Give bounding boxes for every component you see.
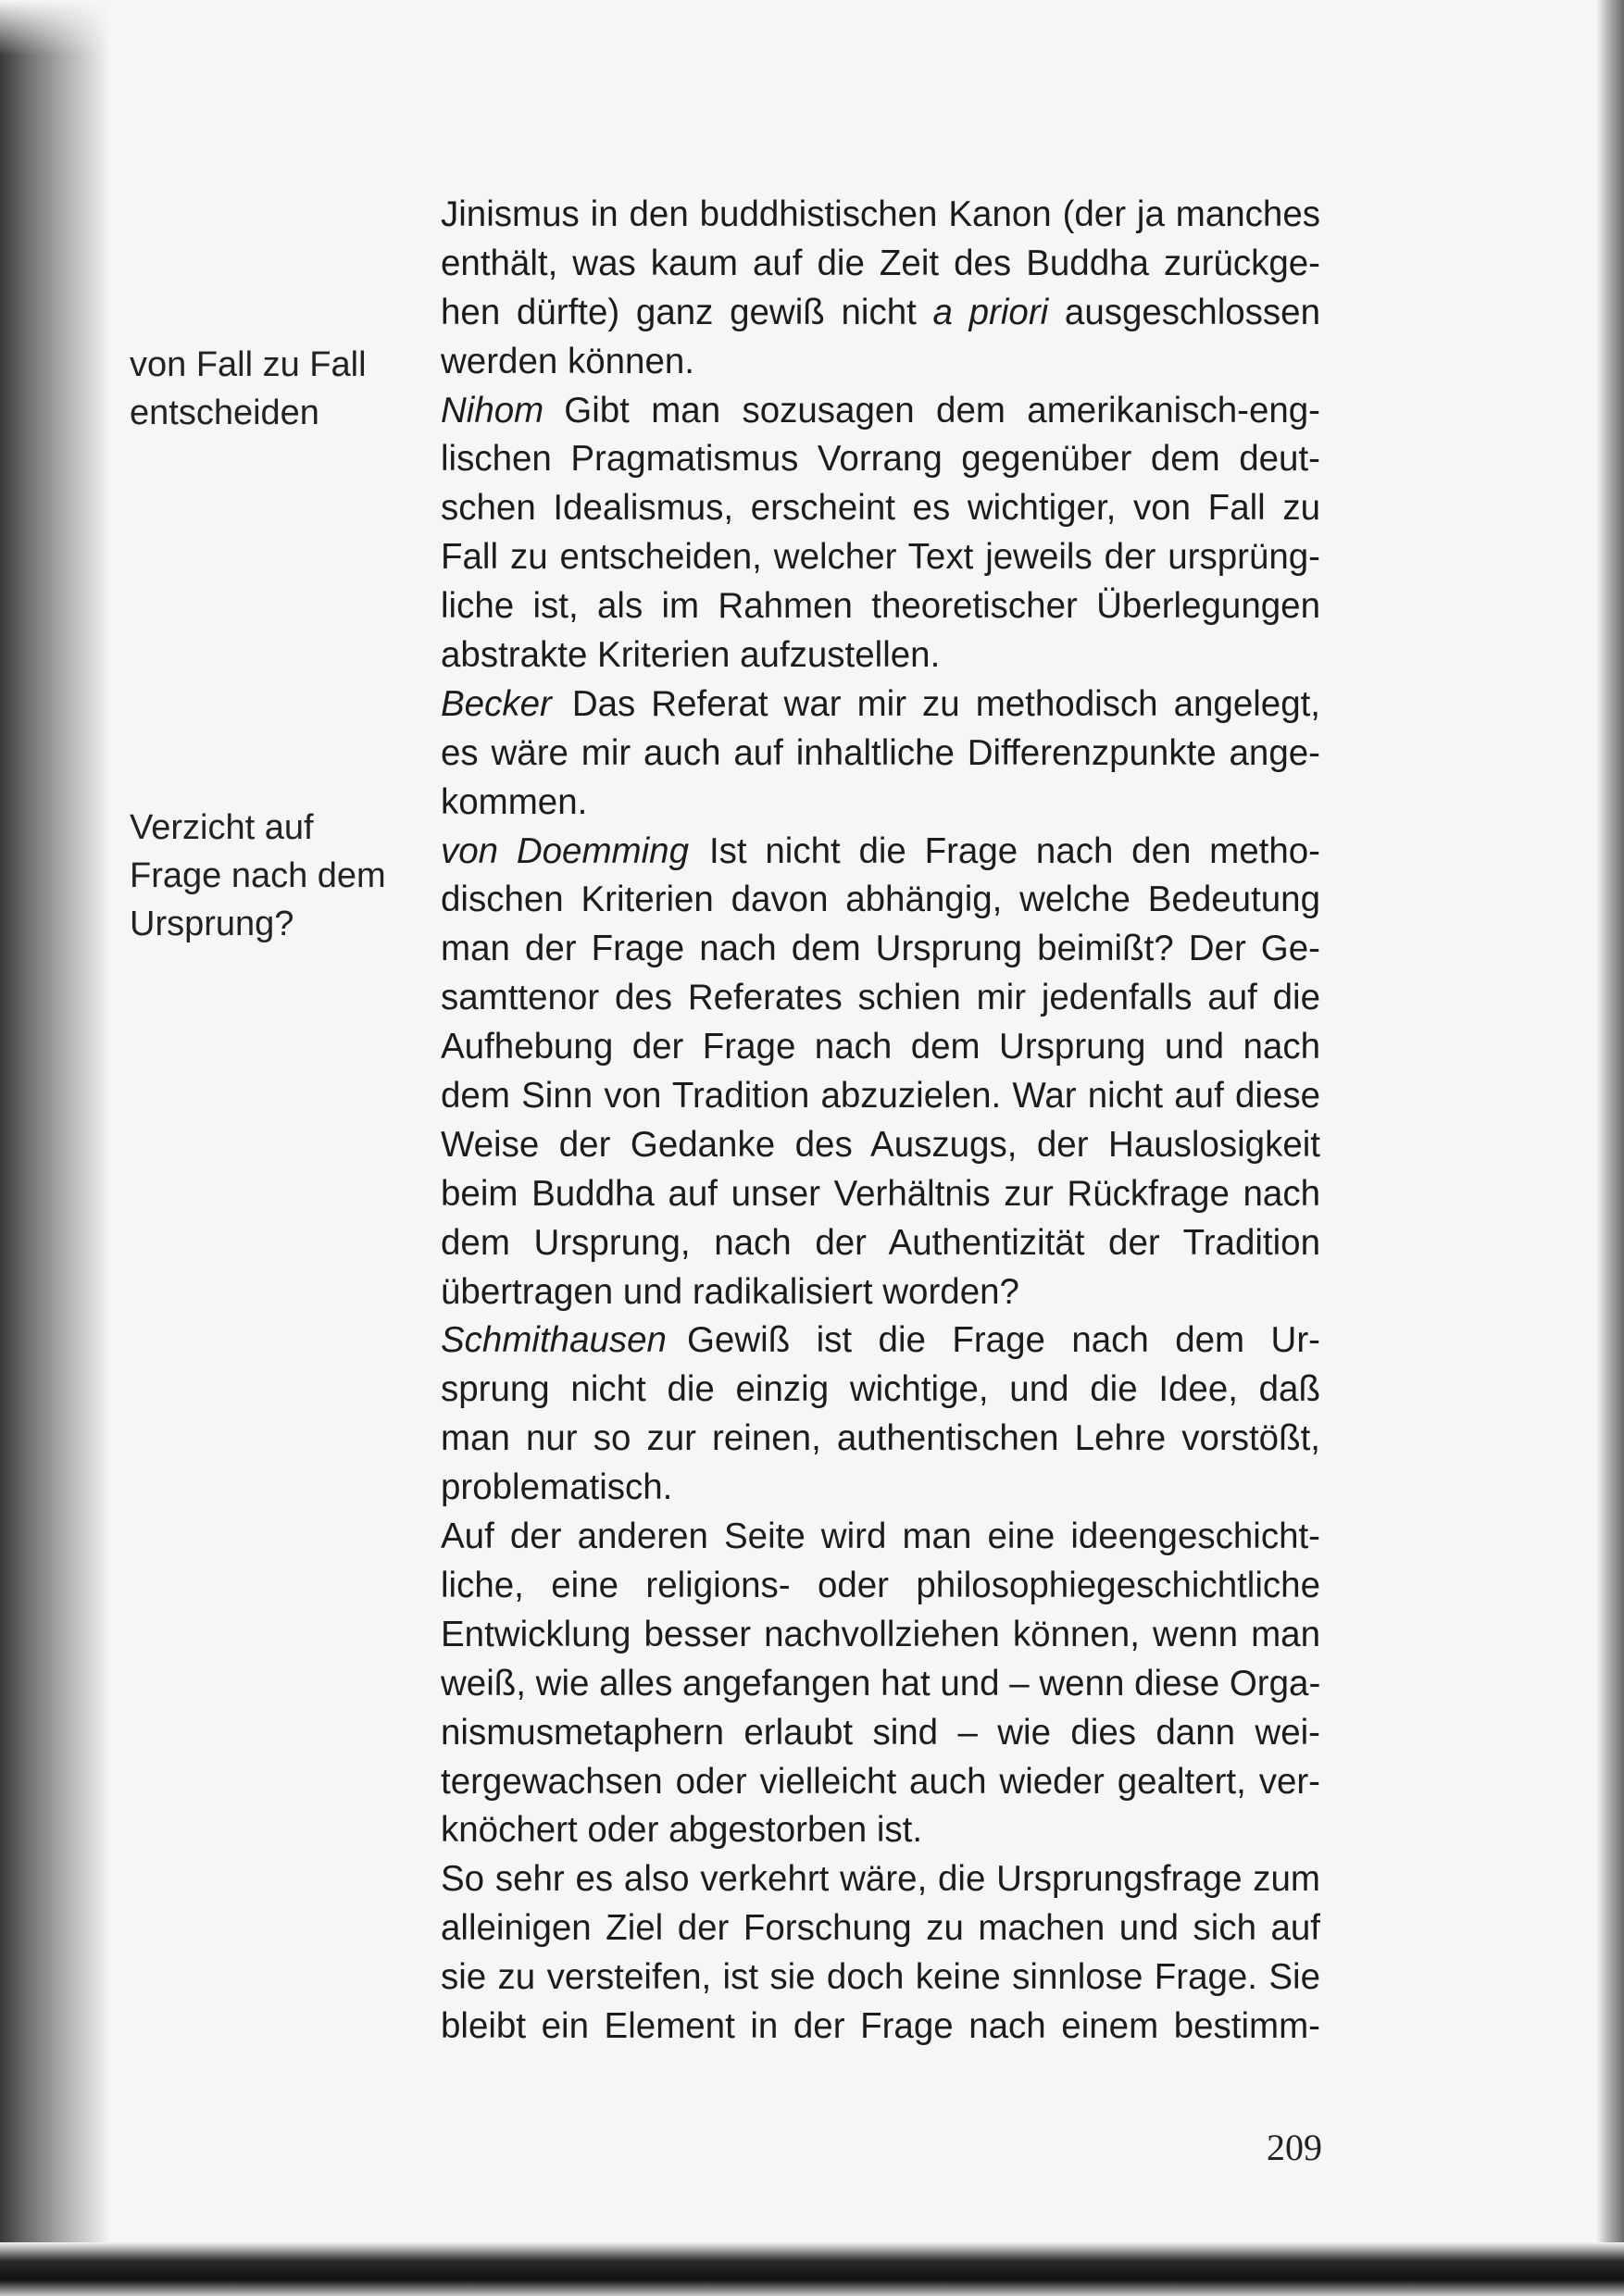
speaker-text: Ist nicht die Frage nach den metho- [708,830,1320,871]
text-line: abstrakte Kriterien aufzustellen. [441,635,941,676]
speaker-name: Schmithausen [441,1320,667,1361]
book-gutter-shadow [0,0,111,2296]
text-line: sprung nicht die einzig wichtige, und die Idee, daß [441,1369,1320,1410]
text-line [441,828,1320,877]
margin-note-ursprung [130,804,407,948]
text-line: Entwicklung besser nachvollziehen können, wenn man [441,1614,1320,1654]
scan-bottom-band [0,2242,1624,2296]
text-line: Auf der anderen Seite wird man eine ideengeschicht- [441,1516,1320,1557]
text-line: nismusmetaphern erlaubt sind – wie dies dann wei- [441,1712,1320,1753]
text-line: schen Idealismus, erscheint es wichtiger, von Fall zu [441,488,1320,529]
text-line: liche ist, als im Rahmen theoretischer Überlegungen [441,586,1320,627]
text-line: werden können. [441,341,694,381]
margin-note-line: von Fall zu Fall [130,345,367,384]
gutter-top-fade [0,0,111,56]
page-number: 209 [1267,2127,1322,2168]
text-line: Jinismus in den buddhistischen Kanon (der ja manches [441,194,1320,234]
margin-note-line: Ursprung? [130,905,294,943]
text-line: weiß, wie alles angefangen hat und – wenn diese Orga- [441,1663,1321,1703]
text-line: dischen Kriterien davon abhängig, welche Bedeutung [441,880,1320,920]
text-line: man der Frage nach dem Ursprung beimißt? Der Ge- [441,929,1320,969]
speaker-text: Gibt man sozusagen dem amerikanisch-eng- [564,390,1320,430]
text-line: kommen. [441,781,588,822]
margin-note-line: Frage nach dem [130,856,386,895]
margin-note-fall [130,341,407,437]
margin-note-line: entscheiden [130,393,319,432]
text-line: samttenor des Referates schien mir jedenfalls auf die [441,978,1320,1018]
text-line: Aufhebung der Frage nach dem Ursprung und nach [441,1027,1320,1067]
text-line: dem Sinn von Tradition abzuzielen. War nicht auf diese [441,1076,1320,1117]
text-line [441,1316,1320,1366]
text-line: Fall zu entscheiden, welcher Text jeweils der ursprüng- [441,537,1320,578]
main-text-column [441,191,1320,2052]
text-line [441,289,1320,338]
text-line [441,680,1320,730]
text-line: sie zu versteifen, ist sie doch keine sinnlose Frage. Sie [441,1957,1320,1998]
text-line: übertragen und radikalisiert worden? [441,1271,1019,1312]
page-right-edge [1596,0,1624,2296]
text-line: dem Ursprung, nach der Authentizität der Tradition [441,1222,1320,1263]
text-line: beim Buddha auf unser Verhältnis zur Rückfrage nach [441,1173,1320,1214]
speaker-name: Nihom [441,390,544,430]
line-segment: ausgeschlossen [1048,292,1321,332]
speaker-text: Gewiß ist die Frage nach dem Ur- [686,1320,1320,1361]
text-line: So sehr es also verkehrt wäre, die Ursprungsfrage zum [441,1859,1320,1900]
italic-term: a priori [932,292,1049,332]
speaker-text: Das Referat war mir zu methodisch angelegt, [571,683,1320,724]
line-segment: hen dürfte) ganz gewiß nicht [441,292,933,332]
text-line: enthält, was kaum auf die Zeit des Buddha zurückge- [441,243,1320,283]
margin-note-line: Verzicht auf [130,808,314,847]
text-line [441,387,1320,436]
text-line: lischen Pragmatismus Vorrang gegenüber dem deut- [441,439,1320,480]
text-line: liche, eine religions- oder philosophiegeschichtliche [441,1565,1320,1605]
text-line: knöchert oder abgestorben ist. [441,1810,923,1851]
text-line: alleinigen Ziel der Forschung zu machen und sich auf [441,1908,1320,1949]
speaker-name: Becker [441,683,552,724]
text-line: man nur so zur reinen, authentischen Lehre vorstößt, [441,1418,1320,1459]
text-line: Weise der Gedanke des Auszugs, der Hauslosigkeit [441,1124,1320,1165]
text-line: bleibt ein Element in der Frage nach einem bestimm- [441,2005,1320,2046]
text-line: problematisch. [441,1467,673,1508]
speaker-name: von Doemming [441,830,689,871]
text-line: es wäre mir auch auf inhaltliche Differenzpunkte ange- [441,732,1320,773]
text-line: tergewachsen oder vielleicht auch wieder gealtert, ver- [441,1761,1320,1802]
